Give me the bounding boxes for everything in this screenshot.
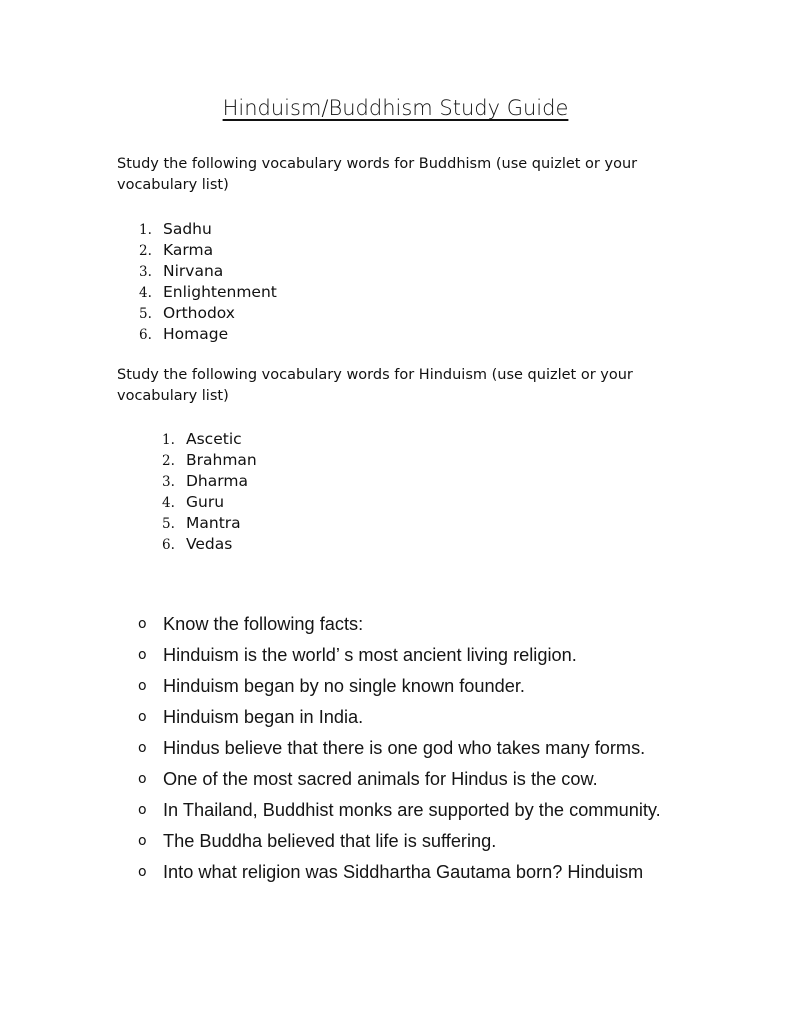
fact-text: In Thailand, Buddhist monks are supported by the community. [163, 800, 661, 820]
list-item [138, 826, 661, 857]
fact-text: One of the most sacred animals for Hindus is the cow. [163, 769, 598, 789]
bullet-icon: o [138, 709, 147, 725]
fact-text: Hinduism began in India. [163, 707, 364, 727]
vocab-word: Vedas [186, 535, 233, 553]
bullet-icon: o [138, 802, 147, 818]
fact-text: Know the following facts: [163, 614, 364, 634]
list-item [139, 281, 277, 302]
vocab-word: Ascetic [186, 430, 242, 448]
item-number: 6. [139, 327, 152, 343]
vocab-word: Homage [163, 325, 229, 343]
list-item [162, 470, 257, 491]
fact-text: Into what religion was Siddhartha Gautama born? Hinduism [163, 862, 644, 882]
list-item [138, 671, 661, 702]
vocab-word: Enlightenment [163, 283, 277, 301]
list-item [139, 239, 277, 260]
list-item [162, 512, 257, 533]
bullet-icon: o [138, 864, 147, 880]
bullet-icon: o [138, 647, 147, 663]
list-item [162, 428, 257, 449]
bullet-icon: o [138, 740, 147, 756]
list-item [138, 733, 661, 764]
item-number: 4. [139, 285, 152, 301]
list-item [162, 491, 257, 512]
list-item [138, 702, 661, 733]
fact-text: Hinduism began by no single known founder. [163, 676, 525, 696]
item-number: 3. [162, 474, 175, 490]
fact-text: Hinduism is the world’ s most ancient living religion. [163, 645, 577, 665]
item-number: 1. [162, 432, 175, 448]
vocab-word: Orthodox [163, 304, 235, 322]
vocab-word: Dharma [186, 472, 248, 490]
facts-list [138, 609, 661, 888]
vocab-word: Nirvana [163, 262, 224, 280]
item-number: 1. [139, 222, 152, 238]
page-title: Hinduism/Buddhism Study Guide [222, 96, 569, 120]
item-number: 4. [162, 495, 175, 511]
fact-text: Hindus believe that there is one god who takes many forms. [163, 738, 646, 758]
list-item [138, 795, 661, 826]
list-item [139, 260, 277, 281]
bullet-icon: o [138, 616, 147, 632]
item-number: 6. [162, 537, 175, 553]
item-number: 2. [162, 453, 175, 469]
bullet-icon: o [138, 678, 147, 694]
list-item [162, 533, 257, 554]
item-number: 2. [139, 243, 152, 259]
buddhism-vocab-list [139, 218, 277, 344]
fact-text: The Buddha believed that life is suffering. [163, 831, 497, 851]
item-number: 5. [162, 516, 175, 532]
item-number: 3. [139, 264, 152, 280]
list-item [138, 640, 661, 671]
list-item [139, 218, 277, 239]
list-item [138, 764, 661, 795]
list-item [139, 323, 277, 344]
list-item [162, 449, 257, 470]
vocab-word: Brahman [186, 451, 257, 469]
hinduism-vocab-list [162, 428, 257, 554]
list-item [138, 609, 661, 640]
list-item [138, 857, 661, 888]
vocab-word: Karma [163, 241, 214, 259]
vocab-word: Guru [186, 493, 225, 511]
buddhism-intro: Study the following vocabulary words for Buddhism (use quizlet or your vocabulary list) [117, 156, 638, 193]
vocab-word: Sadhu [163, 220, 212, 238]
vocab-word: Mantra [186, 514, 241, 532]
hinduism-intro: Study the following vocabulary words for Hinduism (use quizlet or your vocabulary list) [117, 367, 633, 404]
item-number: 5. [139, 306, 152, 322]
bullet-icon: o [138, 771, 147, 787]
bullet-icon: o [138, 833, 147, 849]
list-item [139, 302, 277, 323]
